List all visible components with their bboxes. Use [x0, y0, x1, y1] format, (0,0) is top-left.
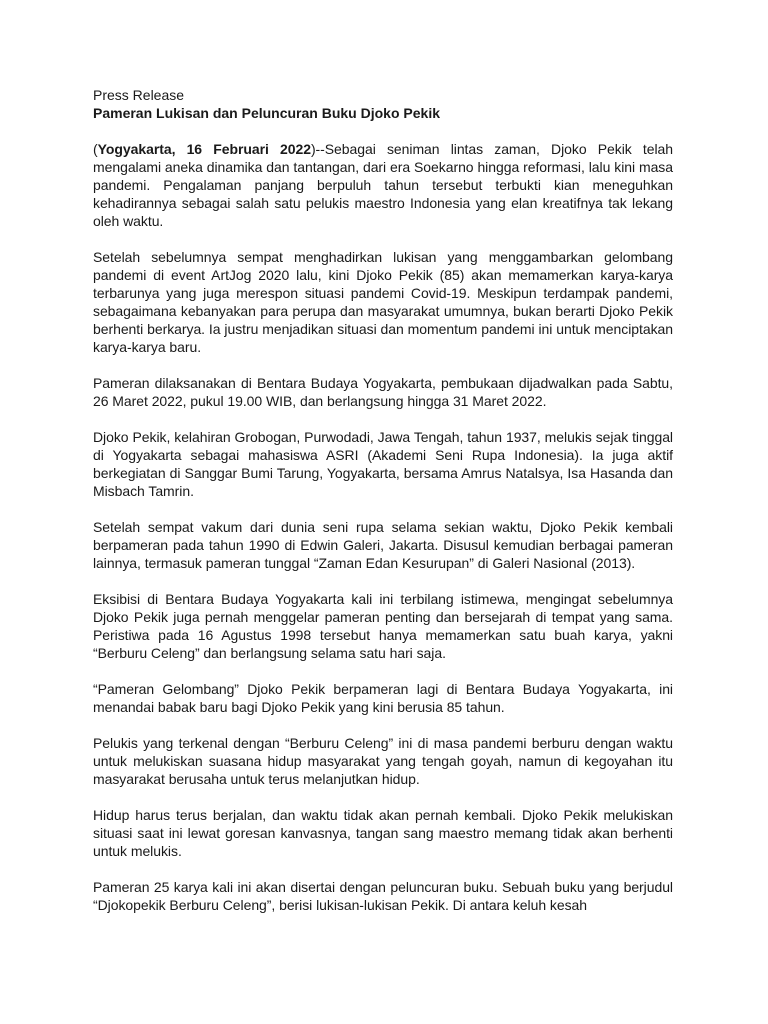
- paragraph-1998-exhibition: Eksibisi di Bentara Budaya Yogyakarta kali ini terbilang istimewa, mengingat sebelumnya Djoko Pekik juga pernah menggelar pameran penting dan bersejarah di tempat yang sama. Peristiwa pada 16 Agustus 1998 tersebut hanya memamerkan satu buah karya, yakni “Berburu Celeng” dan berlangsung selama satu hari saja.: [93, 591, 673, 661]
- paragraph-artjog: Setelah sebelumnya sempat menghadirkan lukisan yang menggambarkan gelombang pandemi di event ArtJog 2020 lalu, kini Djoko Pekik (85) akan memamerkan karya-karya terbarunya yang juga merespon situasi pandemi Covid-19. Meskipun terdampak pandemi, sebagaimana kebanyakan para perupa dan masyarakat umumnya, bukan berarti Djoko Pekik berhenti berkarya. Ia justru menjadikan situasi dan momentum pandemi ini untuk menciptakan karya-karya baru.: [93, 249, 673, 355]
- dateline-open: (: [93, 141, 98, 157]
- document-title: Pameran Lukisan dan Peluncuran Buku Djoko Pekik: [93, 105, 440, 121]
- paragraph-pameran-gelombang: “Pameran Gelombang” Djoko Pekik berpameran lagi di Bentara Budaya Yogyakarta, ini menandai babak baru bagi Djoko Pekik yang kini berusia 85 tahun.: [93, 681, 673, 715]
- paragraph-berburu-celeng: Pelukis yang terkenal dengan “Berburu Celeng” ini di masa pandemi berburu dengan waktu untuk melukiskan suasana hidup masyarakat yang tengah goyah, namun di kegoyahan itu masyarakat berusaha untuk terus melanjutkan hidup.: [93, 735, 673, 787]
- dateline: Yogyakarta, 16 Februari 2022: [97, 141, 311, 157]
- paragraph-history: Setelah sempat vakum dari dunia seni rupa selama sekian waktu, Djoko Pekik kembali berpameran pada tahun 1990 di Edwin Galeri, Jakarta. Disusul kemudian berbagai pameran lainnya, termasuk pameran tunggal “Zaman Edan Kesurupan” di Galeri Nasional (2013).: [93, 519, 673, 571]
- document-label: Press Release: [93, 87, 185, 103]
- paragraph-schedule: Pameran dilaksanakan di Bentara Budaya Yogyakarta, pembukaan dijadwalkan pada Sabtu, 26 Maret 2022, pukul 19.00 WIB, dan berlangsung hingga 31 Maret 2022.: [93, 375, 673, 409]
- document-page: [93, 86, 673, 932]
- intro-paragraph: [93, 140, 673, 230]
- intro-text: )--Sebagai seniman lintas zaman, Djoko Pekik telah mengalami aneka dinamika dan tantangan, dari era Soekarno hingga reformasi, lalu kini masa pandemi. Pengalaman panjang berpuluh tahun tersebut terbukti kian meneguhkan kehadirannya sebagai salah satu pelukis maestro Indonesia yang elan kreatifnya tak lekang oleh waktu.: [93, 141, 673, 229]
- paragraph-book-launch: Pameran 25 karya kali ini akan disertai dengan peluncuran buku. Sebuah buku yang berjudul “Djokopekik Berburu Celeng”, berisi lukisan-lukisan Pekik. Di antara keluh kesah: [93, 879, 673, 913]
- paragraph-biography: Djoko Pekik, kelahiran Grobogan, Purwodadi, Jawa Tengah, tahun 1937, melukis sejak tinggal di Yogyakarta sebagai mahasiswa ASRI (Akademi Seni Rupa Indonesia). Ia juga aktif berkegiatan di Sanggar Bumi Tarung, Yogyakarta, bersama Amrus Natalsya, Isa Hasanda dan Misbach Tamrin.: [93, 429, 673, 499]
- paragraph-hidup: Hidup harus terus berjalan, dan waktu tidak akan pernah kembali. Djoko Pekik melukiskan situasi saat ini lewat goresan kanvasnya, tangan sang maestro memang tidak akan berhenti untuk melukis.: [93, 807, 673, 859]
